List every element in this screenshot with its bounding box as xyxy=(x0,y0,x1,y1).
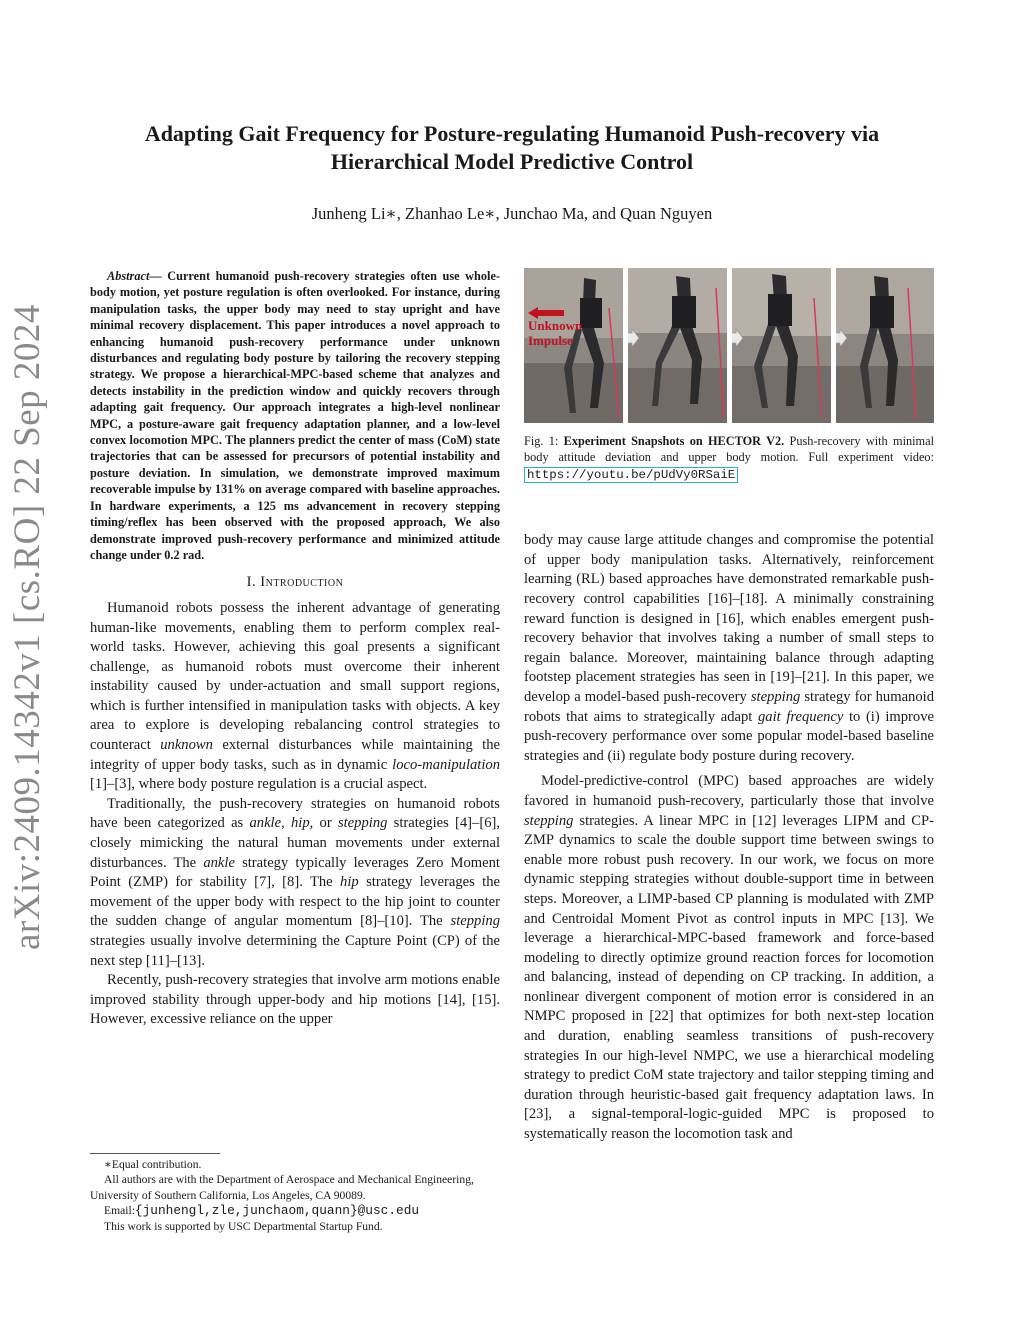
text-run: strategy typically leverages Zero Moment Point (ZMP) for stability [7], [8]. The xyxy=(90,854,500,891)
arxiv-stamp: arXiv:2409.14342v1 [cs.RO] 22 Sep 2024 xyxy=(7,304,48,950)
snapshot-3 xyxy=(732,268,831,423)
emphasis: stepping xyxy=(337,815,388,832)
title-line-2: Hierarchical Model Predictive Control xyxy=(330,149,694,174)
text-run: strategies. A linear MPC in [12] leverages LIPM and CP-ZMP dynamics to scale the double support time between swings to enable more robust push recovery. In our work, we focus on more dynamic stepping strategies without double-support time in between steps. Moreover, a LIMP-based CP planning is modulated with ZMP and Centroidal Moment Pivot as control inputs in MPC [13]. We leverage a hierarchical-MPC-based framework and force-based modeling to directly optimize ground reaction forces for locomotion and balancing, instead of depending on CP tracking. In addition, a nonlinear divergent component of motion error is considered in an NMPC proposed in [22] that optimizes for both next-step location and duration, enabling seamless transitions of push-recovery strategies In our high-level NMPC, we use a hierarchical modeling strategy to predict CoM state trajectory and tailor stepping timing and duration through heuristic-based gait frequency adaptation laws. In [23], a signal-temporal-logic-guided MPC is proposed to systematically reason the locomotion task and xyxy=(524,812,934,1143)
intro-paragraph-4 xyxy=(524,531,934,766)
right-column xyxy=(524,268,934,1145)
snapshot-4 xyxy=(836,268,935,423)
emphasis: ankle xyxy=(249,815,282,832)
sequence-arrow-icon xyxy=(732,328,744,348)
title-line-1: Adapting Gait Frequency for Posture-regulating Humanoid Push-recovery via xyxy=(144,121,880,146)
paper-title xyxy=(100,120,924,176)
text-run: Model-predictive-control (MPC) based approaches are widely favored in humanoid push-recovery, particularly those that involve xyxy=(524,773,934,809)
intro-paragraph-5 xyxy=(524,772,934,1144)
intro-paragraph-2 xyxy=(90,795,500,971)
snapshot-1 xyxy=(524,268,623,423)
snapshot-2 xyxy=(628,268,727,423)
footnote-email xyxy=(90,1203,500,1218)
impulse-label xyxy=(528,318,582,348)
text-run: strategy for humanoid robots that aims to strategically adapt xyxy=(524,688,934,725)
emphasis: ankle xyxy=(203,854,235,871)
abstract-text: Current humanoid push-recovery strategies often use whole-body motion, yet posture regulation is often overlooked. For instance, during manipulation tasks, the upper body may need to stay upright and have minimal recovery displacement. This paper introduces a novel approach to enhancing humanoid push-recovery performance under unknown disturbances and regulating body posture by tailoring the recovery stepping strategy. We propose a hierarchical-MPC-based scheme that analyzes and detects instability in the prediction window and quickly recovers through adapting gait frequency. Our approach integrates a high-level nonlinear MPC, a posture-aware gait frequency adaptation planner, and a low-level convex locomotion MPC. The planners predict the center of mass (CoM) state trajectories that can be assessed for precursors of potential instability and posture deviation. In simulation, we demonstrate improved maximum recoverable impulse by 131% on average compared with baseline approaches. In hardware experiments, a 125 ms advancement in recovery stepping timing/reflex has been observed with the proposed approach, We also demonstrate improved push-recovery performance and minimized attitude change under 0.2 rad. xyxy=(90,269,500,562)
figure-1-caption xyxy=(524,433,934,483)
footnote-rule xyxy=(90,1153,220,1154)
text-run: Humanoid robots possess the inherent advantage of generating human-like movements, enabling them to perform complex real-world tasks. However, achieving this goal presents a significant challenge, as humanoid robots must overcome their inherent instability caused by under-actuation and small support regions, which is further intensified in manipulation tasks with objects. A key area to explore is developing rebalancing control strategies to counteract xyxy=(90,599,500,754)
text-run: , or xyxy=(309,815,338,832)
footnote-equal-contribution: ∗Equal contribution. xyxy=(104,1158,202,1171)
section-numeral: I. xyxy=(246,574,261,591)
sequence-arrow-icon xyxy=(836,328,848,348)
intro-paragraph-1 xyxy=(90,599,500,795)
caption-prefix: Fig. 1: xyxy=(524,434,564,448)
impulse-label-line-1: Unknown xyxy=(528,318,583,333)
right-body-text xyxy=(524,531,934,1144)
emphasis: stepping xyxy=(750,688,801,705)
caption-text: Push-recovery with minimal body attitude deviation and upper body motion. Full experiment video: xyxy=(524,434,934,465)
footnote-support: This work is supported by USC Departmental Startup Fund. xyxy=(104,1219,383,1233)
email-prefix: Email: xyxy=(104,1204,135,1218)
emphasis: hip xyxy=(291,815,310,832)
sequence-arrow-icon xyxy=(628,328,640,348)
caption-bold: Experiment Snapshots on HECTOR V2. xyxy=(563,434,785,448)
intro-paragraph-3: Recently, push-recovery strategies that involve arm motions enable improved stability through upper-body and hip motions [14], [15]. However, excessive reliance on the upper xyxy=(90,972,500,1028)
text-run: strategies [4]–[6], closely mimicking the natural human movements under external disturbances. The xyxy=(90,815,500,871)
section-heading-introduction xyxy=(90,573,500,593)
footnotes xyxy=(90,1153,500,1234)
experiment-video-link[interactable]: https://youtu.be/pUdVy0RSaiE xyxy=(524,467,738,483)
text-run: Traditionally, the push-recovery strategies on humanoid robots have been categorized as xyxy=(90,795,500,832)
text-run: strategies usually involve determining the Capture Point (CP) of the next step [11]–[13]. xyxy=(90,933,500,969)
section-title: Introduction xyxy=(260,574,344,591)
impulse-label-line-2: Impulse xyxy=(528,333,573,348)
email-address[interactable]: {junhengl,zle,junchaom,quann}@usc.edu xyxy=(134,1203,420,1219)
emphasis: loco-manipulation xyxy=(392,756,500,773)
emphasis: unknown xyxy=(160,737,213,754)
emphasis: stepping xyxy=(524,812,574,829)
text-run: to (i) improve push-recovery performance over some popular model-based baseline strategies and (ii) regulate body posture during recovery. xyxy=(524,708,934,764)
text-run: [1]–[3], where body posture regulation is a crucial aspect. xyxy=(90,776,428,793)
text-run: body may cause large attitude changes and compromise the potential of upper body manipulation tasks. Alternatively, reinforcement learning (RL) based approaches have demonstrated remarkable push-recovery control capabilities [16]–[18]. A minimally constraining reward function is designed in [16], which enables emergent push-recovery behavior that involves taking a number of small steps to regain balance. Moreover, maintaining balance through adapting footstep placement strategies has seen in [19]–[21]. In this paper, we develop a model-based push-recovery xyxy=(524,532,934,705)
abstract-lead: Abstract— xyxy=(107,269,162,283)
abstract xyxy=(90,268,500,563)
author-list: Junheng Li∗, Zhanhao Le∗, Junchao Ma, and Quan Nguyen xyxy=(311,204,713,223)
emphasis: gait frequency xyxy=(758,708,844,725)
text-run: , xyxy=(281,815,291,832)
left-column xyxy=(90,268,500,1030)
footnote-affiliation: All authors are with the Department of Aerospace and Mechanical Engineering, University of Southern California, Los Angeles, CA 90089. xyxy=(90,1173,474,1202)
figure-1-snapshots xyxy=(524,268,934,423)
text-run: external disturbances while maintaining the integrity of upper body tasks, such as in dynamic xyxy=(90,737,501,773)
text-run: strategy leverages the movement of the upper body with respect to the hip joint to counter the sudden change of angular momentum [8]–[10]. The xyxy=(90,874,500,930)
emphasis: hip xyxy=(340,874,359,891)
emphasis: stepping xyxy=(450,913,500,930)
